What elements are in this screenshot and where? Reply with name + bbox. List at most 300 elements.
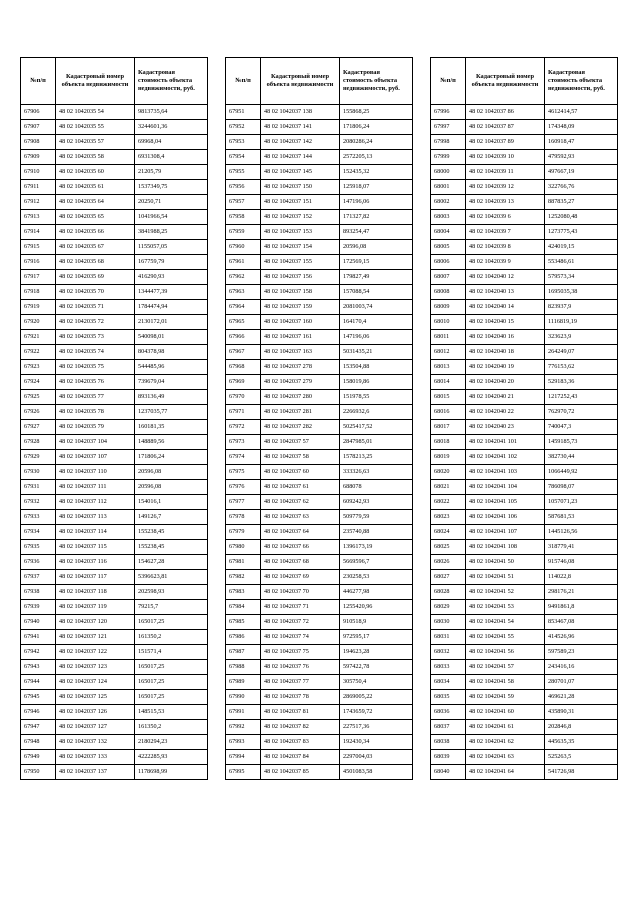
table-row	[21, 690, 208, 705]
row-number: 67913	[21, 210, 56, 225]
cadastral-cost: 382730,44	[545, 450, 618, 465]
cadastral-cost: 1066449,92	[545, 465, 618, 480]
cadastral-number: 48 02 1042035 64	[56, 195, 135, 210]
row-number: 68016	[431, 405, 466, 420]
table-row	[431, 210, 618, 225]
cadastral-cost: 445635,35	[545, 735, 618, 750]
table-row	[431, 735, 618, 750]
cadastral-number: 48 02 1042035 70	[56, 285, 135, 300]
cadastral-number: 48 02 1042037 278	[261, 360, 340, 375]
row-number: 67967	[226, 345, 261, 360]
table-row	[21, 345, 208, 360]
cadastral-number: 48 02 1042035 60	[56, 165, 135, 180]
row-number: 67946	[21, 705, 56, 720]
table-row	[21, 540, 208, 555]
cadastral-number: 48 02 1042040 13	[466, 285, 545, 300]
cadastral-number: 48 02 1042037 113	[56, 510, 135, 525]
table-row	[21, 495, 208, 510]
cadastral-number: 48 02 1042035 61	[56, 180, 135, 195]
cadastral-number: 48 02 1042037 127	[56, 720, 135, 735]
cadastral-cost: 540098,01	[135, 330, 208, 345]
row-number: 67908	[21, 135, 56, 150]
cadastral-cost: 194623,28	[340, 645, 413, 660]
row-number: 68038	[431, 735, 466, 750]
cadastral-number: 48 02 1042039 12	[466, 180, 545, 195]
row-number: 68002	[431, 195, 466, 210]
cadastral-number: 48 02 1042035 54	[56, 105, 135, 120]
table-row	[431, 630, 618, 645]
cadastral-number: 48 02 1042037 163	[261, 345, 340, 360]
table-row	[21, 180, 208, 195]
row-number: 67947	[21, 720, 56, 735]
cadastral-number: 48 02 1042040 21	[466, 390, 545, 405]
cadastral-number: 48 02 1042037 150	[261, 180, 340, 195]
table-row	[226, 420, 413, 435]
table-row	[226, 480, 413, 495]
cadastral-cost: 1695035,38	[545, 285, 618, 300]
table-row	[431, 720, 618, 735]
cadastral-number: 48 02 1042041 50	[466, 555, 545, 570]
cadastral-number: 48 02 1042035 78	[56, 405, 135, 420]
cadastral-cost: 4501083,58	[340, 765, 413, 780]
row-number: 68017	[431, 420, 466, 435]
cadastral-cost: 893254,47	[340, 225, 413, 240]
table-row	[226, 105, 413, 120]
row-number: 68000	[431, 165, 466, 180]
cadastral-cost: 479592,93	[545, 150, 618, 165]
cadastral-cost: 1578213,25	[340, 450, 413, 465]
cadastral-number: 48 02 1042037 72	[261, 615, 340, 630]
cadastral-number: 48 02 1042040 16	[466, 330, 545, 345]
cadastral-number: 48 02 1042037 142	[261, 135, 340, 150]
table-row	[431, 465, 618, 480]
row-number: 68009	[431, 300, 466, 315]
cadastral-cost: 20596,08	[340, 240, 413, 255]
row-number: 67976	[226, 480, 261, 495]
row-number: 67933	[21, 510, 56, 525]
cadastral-cost: 2847985,01	[340, 435, 413, 450]
cadastral-cost: 2180294,23	[135, 735, 208, 750]
row-number: 68033	[431, 660, 466, 675]
cadastral-cost: 435890,31	[545, 705, 618, 720]
row-number: 68013	[431, 360, 466, 375]
table-row	[21, 105, 208, 120]
cadastral-number: 48 02 1042041 62	[466, 735, 545, 750]
cadastral-cost: 609242,93	[340, 495, 413, 510]
cadastral-number: 48 02 1042035 76	[56, 375, 135, 390]
table-row	[226, 135, 413, 150]
table-row	[431, 585, 618, 600]
cadastral-number: 48 02 1042037 155	[261, 255, 340, 270]
cadastral-cost: 179827,49	[340, 270, 413, 285]
cadastral-cost: 1537349,75	[135, 180, 208, 195]
cadastral-cost: 151978,55	[340, 390, 413, 405]
table-row	[226, 330, 413, 345]
table-row	[226, 705, 413, 720]
cadastral-cost: 21205,79	[135, 165, 208, 180]
cadastral-cost: 1217252,43	[545, 390, 618, 405]
row-number: 68032	[431, 645, 466, 660]
table-row	[21, 330, 208, 345]
cadastral-number: 48 02 1042035 65	[56, 210, 135, 225]
cadastral-cost: 280701,07	[545, 675, 618, 690]
cadastral-number: 48 02 1042041 103	[466, 465, 545, 480]
row-number: 68018	[431, 435, 466, 450]
row-number: 67972	[226, 420, 261, 435]
row-number: 67977	[226, 495, 261, 510]
row-number: 67959	[226, 225, 261, 240]
table-row	[21, 525, 208, 540]
row-number: 67991	[226, 705, 261, 720]
cadastral-cost: 529183,36	[545, 375, 618, 390]
table-row	[431, 165, 618, 180]
table-row	[431, 495, 618, 510]
cadastral-number: 48 02 1042035 66	[56, 225, 135, 240]
table-row	[226, 585, 413, 600]
table-row	[21, 705, 208, 720]
table-row	[431, 660, 618, 675]
table-row	[21, 135, 208, 150]
cadastral-number: 48 02 1042037 115	[56, 540, 135, 555]
cadastral-cost: 157088,54	[340, 285, 413, 300]
cadastral-number: 48 02 1042037 160	[261, 315, 340, 330]
table-row	[226, 690, 413, 705]
cadastral-number: 48 02 1042037 126	[56, 705, 135, 720]
row-number: 67986	[226, 630, 261, 645]
cadastral-number: 48 02 1042037 114	[56, 525, 135, 540]
cadastral-cost: 235740,88	[340, 525, 413, 540]
row-number: 67953	[226, 135, 261, 150]
cadastral-cost: 887835,27	[545, 195, 618, 210]
cadastral-cost: 2572205,13	[340, 150, 413, 165]
cadastral-number: 48 02 1042037 75	[261, 645, 340, 660]
table-row	[431, 450, 618, 465]
header-num: №п/п	[21, 58, 56, 105]
cadastral-number: 48 02 1042037 87	[466, 120, 545, 135]
cadastral-number: 48 02 1042037 58	[261, 450, 340, 465]
table-row	[431, 180, 618, 195]
cadastral-number: 48 02 1042039 9	[466, 255, 545, 270]
row-number: 68011	[431, 330, 466, 345]
table-row	[21, 480, 208, 495]
row-number: 68024	[431, 525, 466, 540]
cadastral-cost: 2869005,22	[340, 690, 413, 705]
cadastral-cost: 9491861,8	[545, 600, 618, 615]
row-number: 67918	[21, 285, 56, 300]
row-number: 67935	[21, 540, 56, 555]
cadastral-cost: 9813735,64	[135, 105, 208, 120]
row-number: 68022	[431, 495, 466, 510]
cadastral-cost: 125918,07	[340, 180, 413, 195]
row-number: 67996	[431, 105, 466, 120]
table-row	[431, 615, 618, 630]
table-row	[431, 150, 618, 165]
cadastral-number: 48 02 1042037 66	[261, 540, 340, 555]
cadastral-number: 48 02 1042037 74	[261, 630, 340, 645]
table-row	[431, 375, 618, 390]
row-number: 68031	[431, 630, 466, 645]
cadastral-number: 48 02 1042035 69	[56, 270, 135, 285]
cadastral-cost: 823937,9	[545, 300, 618, 315]
cadastral-number: 48 02 1042037 158	[261, 285, 340, 300]
table-row	[21, 630, 208, 645]
cadastral-number: 48 02 1042040 15	[466, 315, 545, 330]
row-number: 68025	[431, 540, 466, 555]
table-row	[226, 765, 413, 780]
row-number: 68036	[431, 705, 466, 720]
cadastral-cost: 776153,62	[545, 360, 618, 375]
row-number: 67930	[21, 465, 56, 480]
cadastral-cost: 893136,49	[135, 390, 208, 405]
table-row	[226, 225, 413, 240]
cadastral-cost: 3244601,36	[135, 120, 208, 135]
cadastral-cost: 1255420,96	[340, 600, 413, 615]
cadastral-number: 48 02 1042041 55	[466, 630, 545, 645]
row-number: 67962	[226, 270, 261, 285]
cadastral-number: 48 02 1042037 69	[261, 570, 340, 585]
cadastral-cost: 20596,08	[135, 465, 208, 480]
cadastral-number: 48 02 1042041 56	[466, 645, 545, 660]
row-number: 67979	[226, 525, 261, 540]
cadastral-number: 48 02 1042037 144	[261, 150, 340, 165]
table-row	[21, 720, 208, 735]
table-row	[431, 570, 618, 585]
table-header-row	[226, 58, 413, 105]
row-number: 67912	[21, 195, 56, 210]
table-row	[226, 300, 413, 315]
table-row	[431, 435, 618, 450]
table-row	[226, 150, 413, 165]
row-number: 68037	[431, 720, 466, 735]
header-cadastral-number: Кадастровый номер объекта недвижимости	[261, 58, 340, 105]
cadastral-cost: 322766,76	[545, 180, 618, 195]
row-number: 67906	[21, 105, 56, 120]
cadastral-cost: 147196,06	[340, 195, 413, 210]
cadastral-cost: 2081003,74	[340, 300, 413, 315]
cadastral-cost: 1784474,94	[135, 300, 208, 315]
cadastral-number: 48 02 1042037 117	[56, 570, 135, 585]
table-row	[21, 300, 208, 315]
row-number: 67974	[226, 450, 261, 465]
cadastral-number: 48 02 1042037 156	[261, 270, 340, 285]
cadastral-cost: 155238,45	[135, 540, 208, 555]
cadastral-cost: 20596,08	[135, 480, 208, 495]
cadastral-number: 48 02 1042041 54	[466, 615, 545, 630]
cadastral-number: 48 02 1042037 110	[56, 465, 135, 480]
row-number: 67980	[226, 540, 261, 555]
cadastral-number: 48 02 1042039 6	[466, 210, 545, 225]
cadastral-cost: 2297004,03	[340, 750, 413, 765]
table-row	[21, 195, 208, 210]
cadastral-number: 48 02 1042040 19	[466, 360, 545, 375]
cadastral-number: 48 02 1042041 101	[466, 435, 545, 450]
cadastral-cost: 4222285,93	[135, 750, 208, 765]
row-number: 67958	[226, 210, 261, 225]
table-row	[431, 345, 618, 360]
row-number: 67973	[226, 435, 261, 450]
table-row	[226, 540, 413, 555]
cadastral-number: 48 02 1042037 84	[261, 750, 340, 765]
row-number: 68027	[431, 570, 466, 585]
table-row	[431, 405, 618, 420]
cadastral-cost: 147196,06	[340, 330, 413, 345]
table-row	[21, 225, 208, 240]
row-number: 68029	[431, 600, 466, 615]
row-number: 67964	[226, 300, 261, 315]
row-number: 67909	[21, 150, 56, 165]
cadastral-cost: 243416,16	[545, 660, 618, 675]
cadastral-cost: 153504,88	[340, 360, 413, 375]
table-row	[21, 315, 208, 330]
cadastral-cost: 202846,8	[545, 720, 618, 735]
cadastral-number: 48 02 1042037 86	[466, 105, 545, 120]
table-row	[21, 465, 208, 480]
cadastral-number: 48 02 1042035 74	[56, 345, 135, 360]
row-number: 67940	[21, 615, 56, 630]
table-row	[226, 720, 413, 735]
cadastral-cost: 160918,47	[545, 135, 618, 150]
row-number: 68035	[431, 690, 466, 705]
table-row	[431, 315, 618, 330]
table-row	[21, 165, 208, 180]
table-row	[21, 420, 208, 435]
row-number: 68030	[431, 615, 466, 630]
cadastral-cost: 230258,53	[340, 570, 413, 585]
cadastral-cost: 509779,59	[340, 510, 413, 525]
row-number: 67936	[21, 555, 56, 570]
cadastral-number: 48 02 1042040 14	[466, 300, 545, 315]
cadastral-number: 48 02 1042039 11	[466, 165, 545, 180]
cadastral-cost: 1057071,23	[545, 495, 618, 510]
cadastral-cost: 5025417,52	[340, 420, 413, 435]
cadastral-cost: 597589,23	[545, 645, 618, 660]
table-row	[21, 615, 208, 630]
cadastral-cost: 1273775,43	[545, 225, 618, 240]
row-number: 67954	[226, 150, 261, 165]
table-row	[431, 645, 618, 660]
table-row	[431, 480, 618, 495]
table-row	[226, 390, 413, 405]
cadastral-cost: 1116819,19	[545, 315, 618, 330]
cadastral-number: 48 02 1042041 60	[466, 705, 545, 720]
cadastral-number: 48 02 1042035 73	[56, 330, 135, 345]
row-number: 67966	[226, 330, 261, 345]
cadastral-number: 48 02 1042041 108	[466, 540, 545, 555]
cadastral-cost: 5031435,21	[340, 345, 413, 360]
cadastral-number: 48 02 1042040 18	[466, 345, 545, 360]
row-number: 68003	[431, 210, 466, 225]
row-number: 67978	[226, 510, 261, 525]
cadastral-number: 48 02 1042037 82	[261, 720, 340, 735]
row-number: 67926	[21, 405, 56, 420]
cadastral-cost: 553486,61	[545, 255, 618, 270]
table-row	[21, 735, 208, 750]
cadastral-number: 48 02 1042039 13	[466, 195, 545, 210]
table-row	[431, 555, 618, 570]
cadastral-number: 48 02 1042041 52	[466, 585, 545, 600]
cadastral-cost: 1743659,72	[340, 705, 413, 720]
cadastral-cost: 227517,36	[340, 720, 413, 735]
row-number: 67998	[431, 135, 466, 150]
cadastral-cost: 161350,2	[135, 630, 208, 645]
cadastral-cost: 264249,07	[545, 345, 618, 360]
row-number: 67928	[21, 435, 56, 450]
table-row	[21, 660, 208, 675]
cadastral-cost: 1237035,77	[135, 405, 208, 420]
cadastral-cost: 597422,78	[340, 660, 413, 675]
table-row	[226, 270, 413, 285]
cadastral-cost: 525263,5	[545, 750, 618, 765]
table-row	[21, 120, 208, 135]
cadastral-cost: 853467,08	[545, 615, 618, 630]
table-row	[226, 180, 413, 195]
cadastral-cost: 192430,34	[340, 735, 413, 750]
row-number: 67981	[226, 555, 261, 570]
table-row	[226, 435, 413, 450]
cadastral-cost: 148515,53	[135, 705, 208, 720]
cadastral-cost: 305750,4	[340, 675, 413, 690]
table-row	[226, 240, 413, 255]
cadastral-number: 48 02 1042037 151	[261, 195, 340, 210]
row-number: 67949	[21, 750, 56, 765]
row-number: 67941	[21, 630, 56, 645]
cadastral-cost: 164170,4	[340, 315, 413, 330]
table-row	[226, 630, 413, 645]
cadastral-number: 48 02 1042037 111	[56, 480, 135, 495]
row-number: 67919	[21, 300, 56, 315]
cadastral-number: 48 02 1042037 154	[261, 240, 340, 255]
header-cadastral-cost: Кадастровая стоимость объекта недвижимости, руб.	[545, 58, 618, 105]
cadastral-cost: 5396623,81	[135, 570, 208, 585]
table-row	[431, 675, 618, 690]
row-number: 67965	[226, 315, 261, 330]
row-number: 68004	[431, 225, 466, 240]
row-number: 67934	[21, 525, 56, 540]
cadastral-cost: 158019,86	[340, 375, 413, 390]
row-number: 67911	[21, 180, 56, 195]
row-number: 67924	[21, 375, 56, 390]
cadastral-cost: 2080286,24	[340, 135, 413, 150]
cadastral-cost: 79215,7	[135, 600, 208, 615]
row-number: 68023	[431, 510, 466, 525]
cadastral-cost: 318779,41	[545, 540, 618, 555]
row-number: 67956	[226, 180, 261, 195]
cadastral-number: 48 02 1042037 152	[261, 210, 340, 225]
table-row	[21, 360, 208, 375]
cadastral-number: 48 02 1042035 55	[56, 120, 135, 135]
cadastral-number: 48 02 1042041 51	[466, 570, 545, 585]
cadastral-cost: 739679,04	[135, 375, 208, 390]
table-row	[226, 750, 413, 765]
cadastral-cost: 148889,56	[135, 435, 208, 450]
cadastral-cost: 579573,34	[545, 270, 618, 285]
cadastral-number: 48 02 1042037 81	[261, 705, 340, 720]
row-number: 67961	[226, 255, 261, 270]
table-row	[431, 330, 618, 345]
cadastral-cost: 174348,09	[545, 120, 618, 135]
row-number: 67989	[226, 675, 261, 690]
cadastral-number: 48 02 1042035 72	[56, 315, 135, 330]
cadastral-number: 48 02 1042037 63	[261, 510, 340, 525]
cadastral-cost: 1344477,39	[135, 285, 208, 300]
table-header-row	[431, 58, 618, 105]
table-header-row	[21, 58, 208, 105]
table-row	[21, 150, 208, 165]
table-row	[21, 510, 208, 525]
table-row	[431, 540, 618, 555]
row-number: 67915	[21, 240, 56, 255]
cadastral-number: 48 02 1042037 122	[56, 645, 135, 660]
